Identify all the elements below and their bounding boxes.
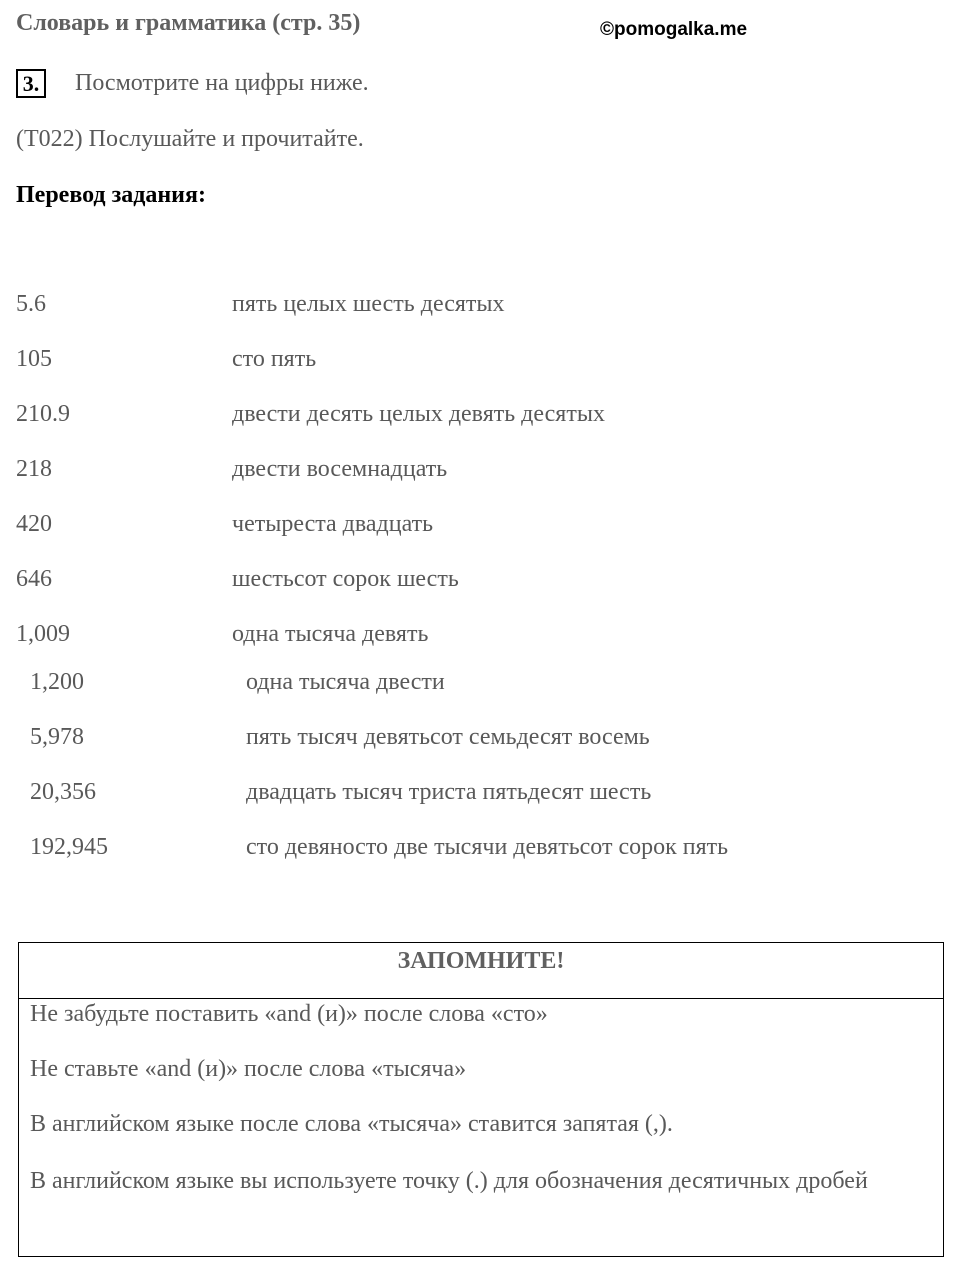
audio-instruction: (T022) Послушайте и прочитайте. <box>16 126 364 152</box>
number-value: 5,978 <box>30 724 84 750</box>
remember-rule: Не забудьте поставить «and (и)» после слова «сто» <box>30 1001 548 1027</box>
number-value: 192,945 <box>30 834 108 860</box>
page-title: Словарь и грамматика (стр. 35) <box>16 10 361 36</box>
number-words: одна тысяча девять <box>232 621 429 647</box>
remember-rule: В английском языке после слова «тысяча» ставится запятая (,). <box>30 1111 673 1137</box>
remember-box <box>18 942 944 1257</box>
number-value: 1,009 <box>16 621 70 647</box>
number-words: пять тысяч девятьсот семьдесят восемь <box>246 724 650 750</box>
number-value: 218 <box>16 456 52 482</box>
translation-label: Перевод задания: <box>16 182 206 208</box>
remember-heading: ЗАПОМНИТЕ! <box>19 943 943 999</box>
number-words: сто пять <box>232 346 317 372</box>
watermark: ©pomogalka.me <box>600 19 748 40</box>
number-value: 646 <box>16 566 52 592</box>
number-value: 210.9 <box>16 401 70 427</box>
number-value: 20,356 <box>30 779 96 805</box>
number-value: 5.6 <box>16 291 46 317</box>
number-words: сто девяносто две тысячи девятьсот сорок пять <box>246 834 729 860</box>
number-value: 420 <box>16 511 52 537</box>
number-words: двадцать тысяч триста пятьдесят шесть <box>246 779 652 805</box>
number-value: 105 <box>16 346 52 372</box>
number-words: пять целых шесть десятых <box>232 291 505 317</box>
number-words: шестьсот сорок шесть <box>232 566 459 592</box>
number-words: одна тысяча двести <box>246 669 445 695</box>
task-number-box: 3. <box>16 69 46 98</box>
number-words: двести десять целых девять десятых <box>232 401 605 427</box>
remember-rule: В английском языке вы используете точку (.) для обозначения десятичных дробей <box>30 1168 868 1194</box>
number-value: 1,200 <box>30 669 84 695</box>
task-instruction: Посмотрите на цифры ниже. <box>75 70 369 96</box>
number-words: четыреста двадцать <box>232 511 434 537</box>
number-words: двести восемнадцать <box>232 456 448 482</box>
remember-rule: Не ставьте «and (и)» после слова «тысяча» <box>30 1056 467 1082</box>
